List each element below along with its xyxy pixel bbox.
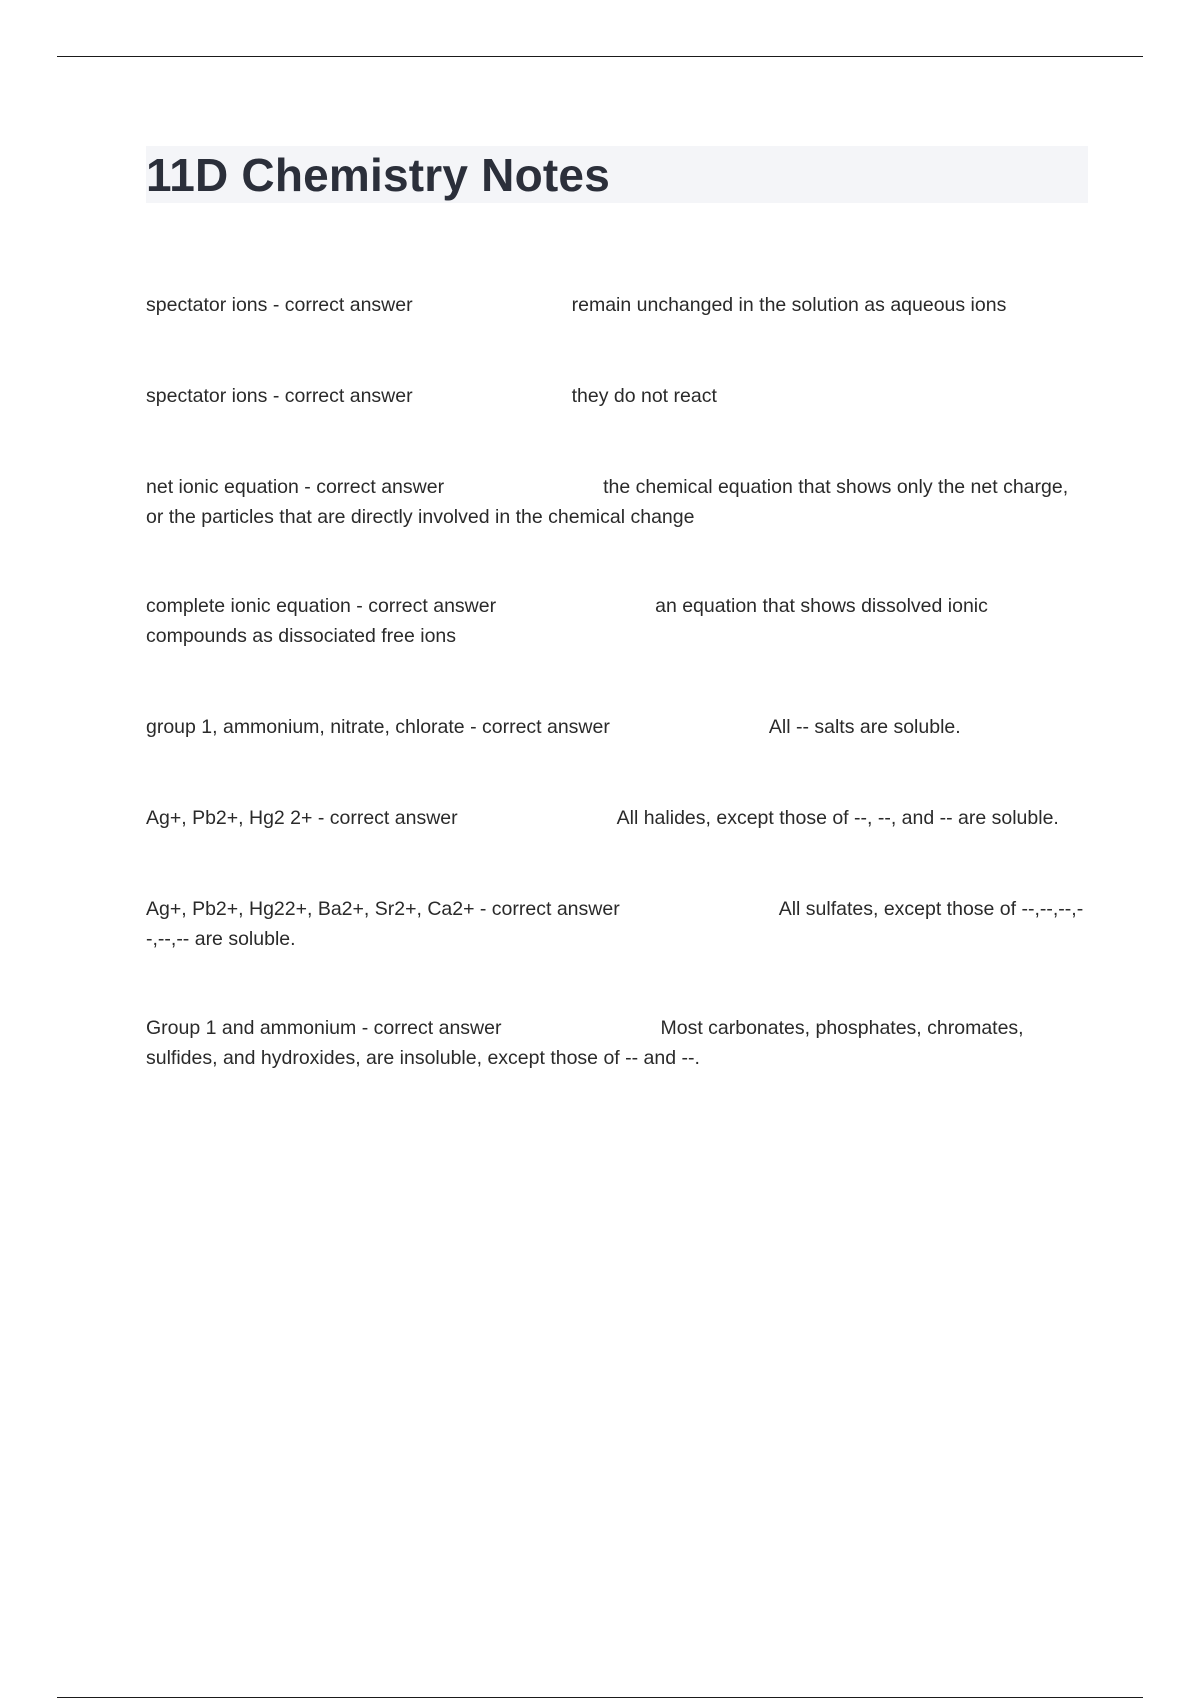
card-definition: All halides, except those of --, --, and -- are soluble. (616, 807, 1059, 829)
card-definition: an equation that shows dissolved ionic compounds as dissociated free ions (146, 595, 988, 647)
card-term: Ag+, Pb2+, Hg22+, Ba2+, Sr2+, Ca2+ - correct answer (146, 898, 620, 920)
card-term: complete ionic equation - correct answer (146, 595, 497, 617)
card-term: net ionic equation - correct answer (146, 476, 445, 498)
card-definition: All -- salts are soluble. (768, 716, 961, 738)
card-term: Ag+, Pb2+, Hg2 2+ - correct answer (146, 807, 458, 829)
flashcard-1 (146, 290, 1086, 320)
flashcard-3 (146, 472, 1086, 532)
card-term: Group 1 and ammonium - correct answer (146, 1017, 502, 1039)
flashcard-4 (146, 591, 1086, 651)
card-definition: they do not react (571, 385, 717, 407)
card-term: spectator ions - correct answer (146, 294, 413, 316)
flashcard-8 (146, 1013, 1086, 1073)
bottom-rule (57, 1697, 1143, 1698)
flashcard-2 (146, 381, 1086, 411)
page-title: 11D Chemistry Notes (146, 148, 610, 201)
card-definition: the chemical equation that shows only the net charge, or the particles that are directly involved in the chemical change (146, 476, 1069, 528)
card-definition: All sulfates, except those of --,--,--,--,--,-- are soluble. (146, 898, 1084, 950)
flashcard-5 (146, 712, 1086, 742)
top-rule (57, 56, 1143, 57)
flashcard-7 (146, 894, 1086, 954)
card-definition: Most carbonates, phosphates, chromates, sulfides, and hydroxides, are insoluble, except those of -- and --. (146, 1017, 1024, 1069)
flashcard-6 (146, 803, 1086, 833)
card-term: group 1, ammonium, nitrate, chlorate - correct answer (146, 716, 610, 738)
card-definition: remain unchanged in the solution as aqueous ions (571, 294, 1007, 316)
card-term: spectator ions - correct answer (146, 385, 413, 407)
title-band (146, 146, 1088, 203)
